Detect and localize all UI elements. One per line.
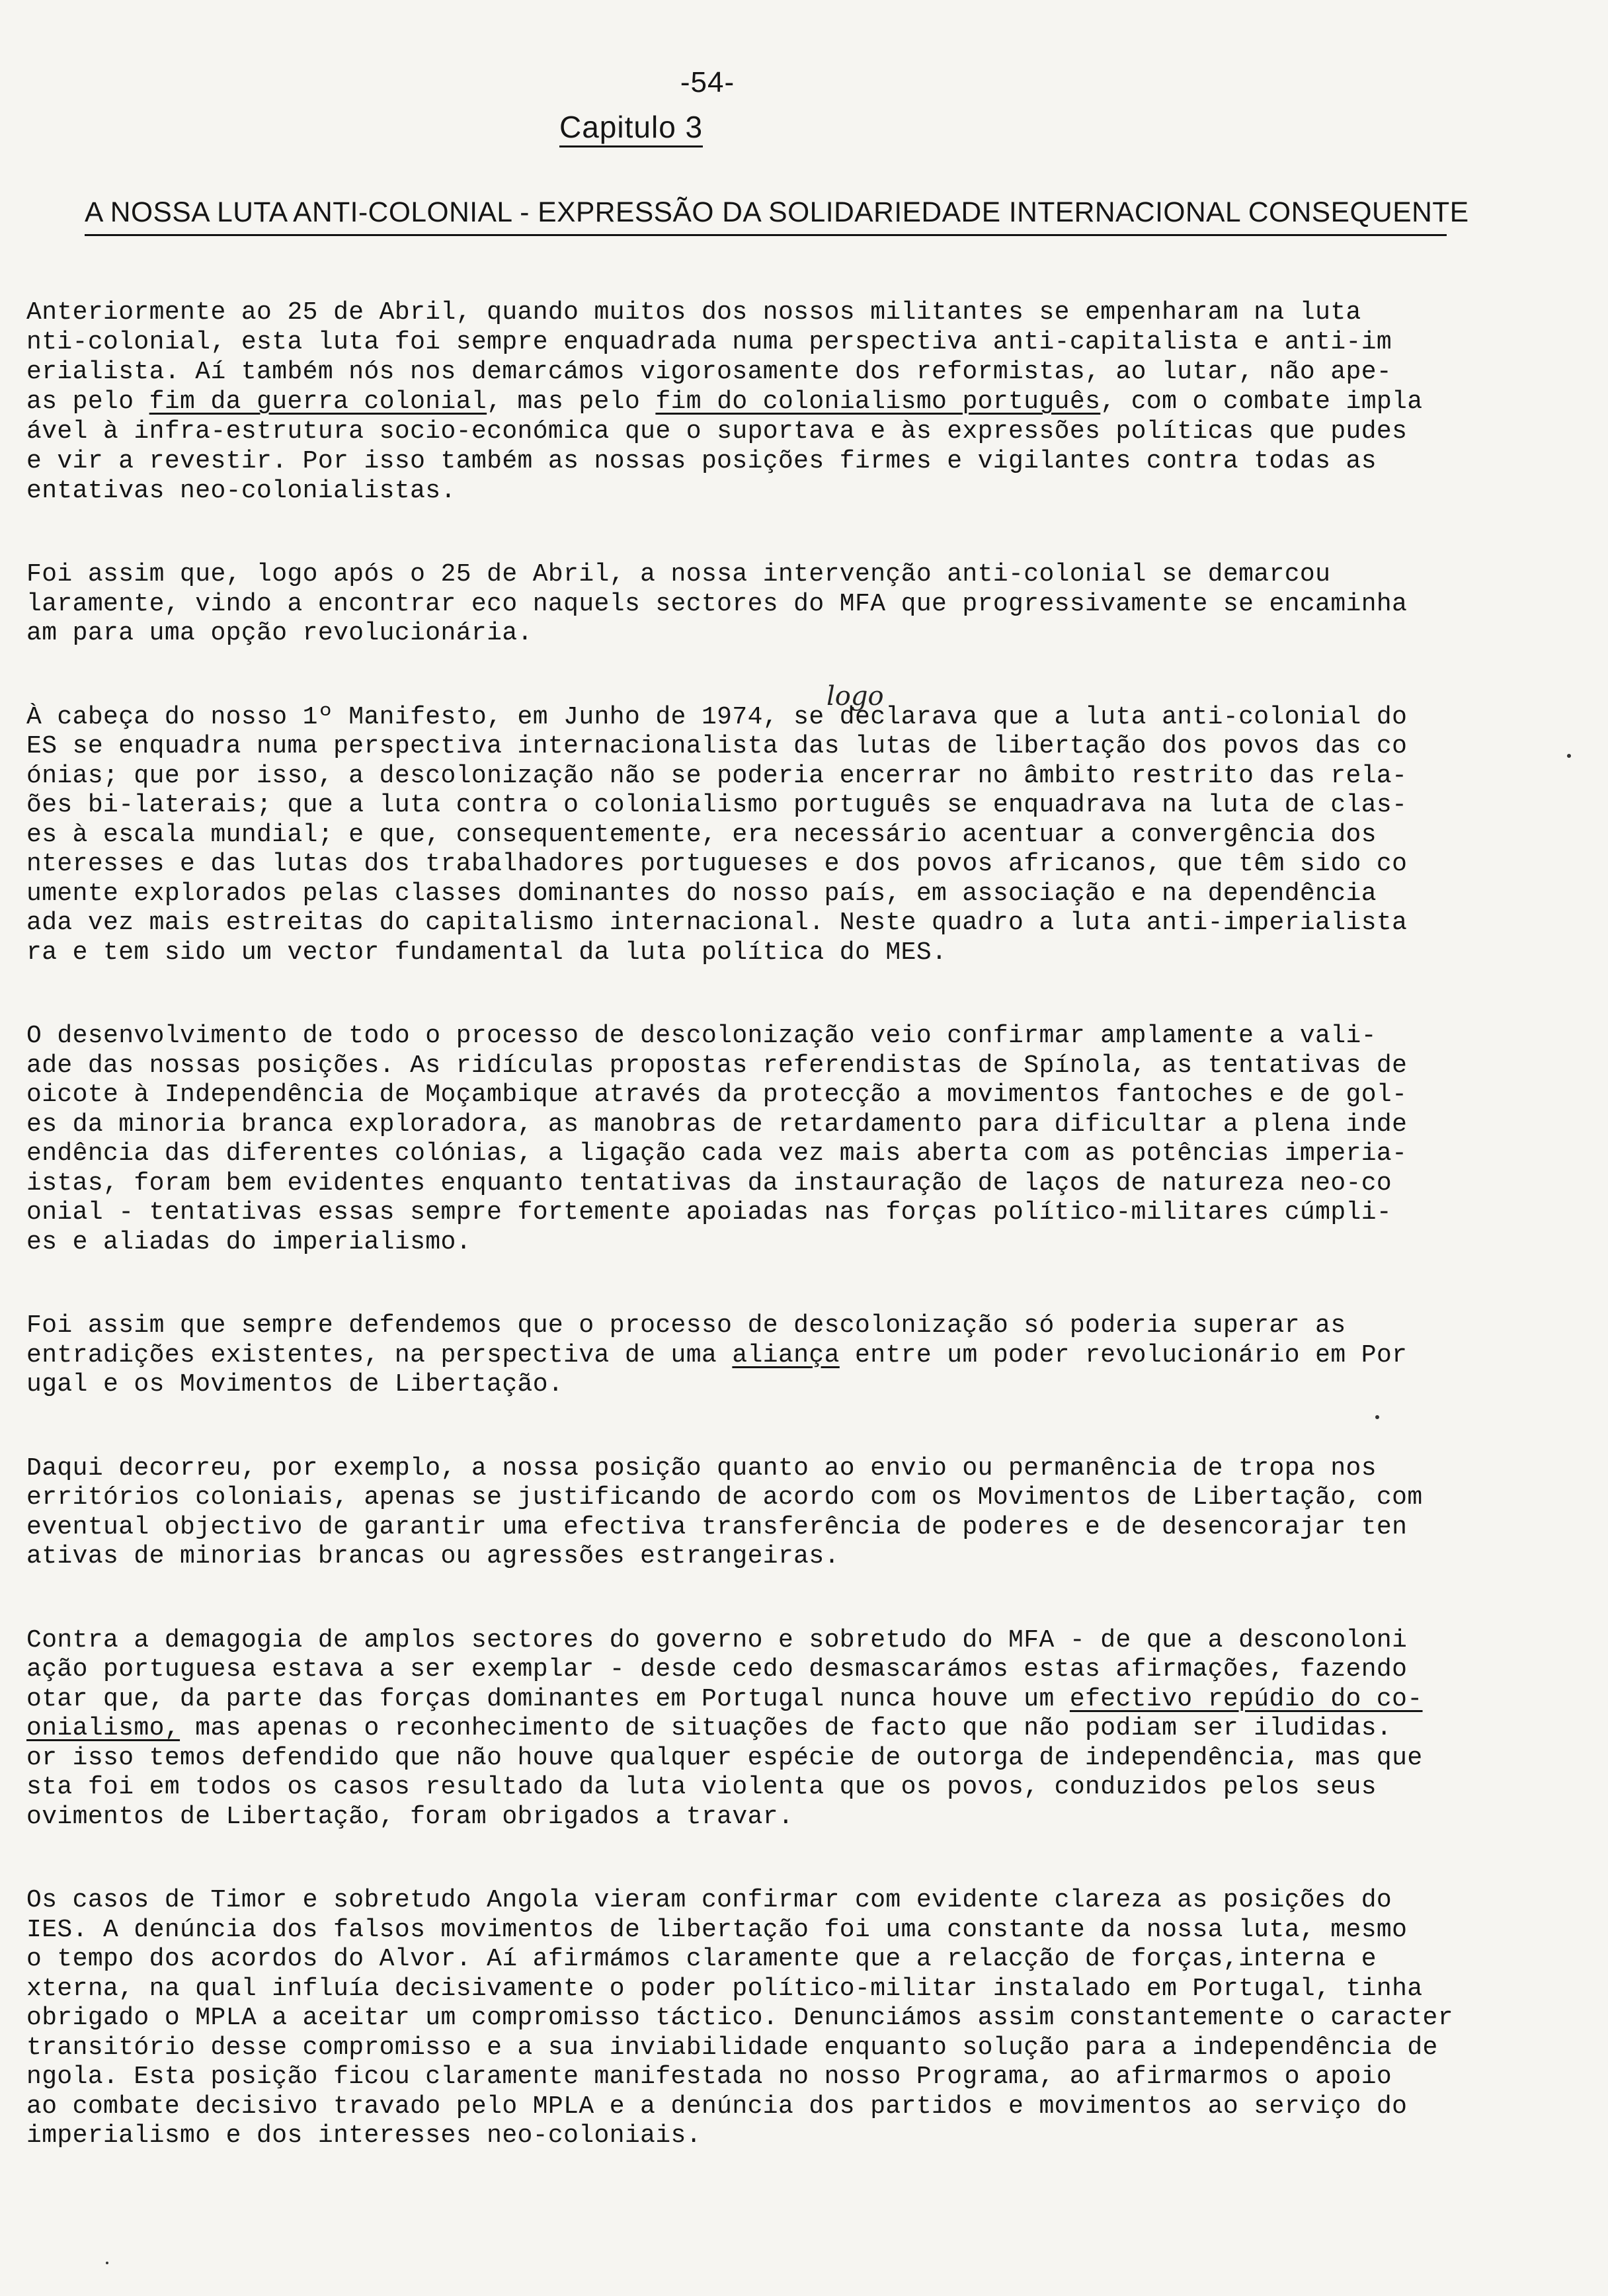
text-line-with-underline <box>26 1685 1547 1715</box>
chapter-heading: Capitulo 3 <box>559 110 703 147</box>
text-line: ada vez mais estreitas do capitalismo internacional. Neste quadro a luta anti-imperialista <box>26 909 1408 937</box>
text-line: sta foi em todos os casos resultado da luta violenta que os povos, conduzidos pelos seus <box>26 1773 1377 1801</box>
text-line: ovimentos de Libertação, foram obrigados a travar. <box>26 1802 794 1831</box>
text-line: Os casos de Timor e sobretudo Angola vieram confirmar com evidente clareza as posições do <box>26 1886 1392 1914</box>
text-line: Daqui decorreu, por exemplo, a nossa posição quanto ao envio ou permanência de tropa nos <box>26 1454 1377 1483</box>
text-line: ativas de minorias brancas ou agressões estrangeiras. <box>26 1542 840 1571</box>
text-line: es e aliadas do imperialismo. <box>26 1227 471 1256</box>
text-line: endência das diferentes colónias, a ligação cada vez mais aberta com as potências imperia- <box>26 1139 1408 1168</box>
underlined-phrase: aliança <box>732 1340 840 1370</box>
paragraph-1 <box>26 298 1547 506</box>
text-line: ugal e os Movimentos de Libertação. <box>26 1370 564 1399</box>
text-fragment: mas apenas o reconhecimento de situações de facto que não podiam ser iludidas. <box>180 1714 1392 1742</box>
text-line: ões bi-laterais; que a luta contra o colonialismo português se enquadrava na luta de clas- <box>26 791 1408 819</box>
text-line: entativas neo-colonialistas. <box>26 477 456 505</box>
text-line: ao combate decisivo travado pelo MPLA e a denúncia dos partidos e movimentos ao serviço do <box>26 2092 1408 2121</box>
text-line: ável à infra-estrutura socio-económica que o suportava e às expressões políticas que pudes <box>26 417 1408 446</box>
document-body <box>26 298 1547 2205</box>
scan-speck <box>1567 754 1571 758</box>
text-line: IES. A denúncia dos falsos movimentos de libertação foi uma constante da nossa luta, mesmo <box>26 1915 1408 1944</box>
text-line: ES se enquadra numa perspectiva internacionalista das lutas de libertação dos povos das co <box>26 732 1408 760</box>
text-line: laramente, vindo a encontrar eco naquels sectores do MFA que progressivamente se encaminha <box>26 589 1408 618</box>
text-line: xterna, na qual influía decisivamente o poder político-militar instalado em Portugal, tinha <box>26 1974 1423 2003</box>
text-line: or isso temos defendido que não houve qualquer espécie de outorga de independência, mas que <box>26 1743 1423 1772</box>
scan-speck <box>106 2262 108 2264</box>
text-fragment: otar que, da parte das forças dominantes em Portugal nunca houve um <box>26 1684 1070 1713</box>
text-line: imperialismo e dos interesses neo-coloniais. <box>26 2121 702 2150</box>
paragraph-6 <box>26 1454 1547 1572</box>
text-line: istas, foram bem evidentes enquanto tentativas da instauração de laços de natureza neo-co <box>26 1168 1392 1198</box>
text-line: eventual objectivo de garantir uma efectiva transferência de poderes e de desencorajar ten <box>26 1512 1408 1541</box>
text-line: ngola. Esta posição ficou claramente manifestada no nosso Programa, ao afirmarmos o apoio <box>26 2063 1392 2091</box>
text-line-with-underline <box>26 1341 1547 1371</box>
underlined-phrase: efectivo repúdio do co- <box>1069 1684 1423 1713</box>
chapter-title: A NOSSA LUTA ANTI-COLONIAL - EXPRESSÃO DA SOLIDARIEDADE INTERNACIONAL CONSEQUENTE <box>85 196 1447 236</box>
handwritten-note: logo <box>826 681 884 712</box>
paragraph-8 <box>26 1886 1547 2151</box>
paragraph-3 <box>26 703 1547 968</box>
text-fragment: as pelo <box>26 388 149 416</box>
text-line: transitório desse compromisso e a sua inviabilidade enquanto solução para a independência de <box>26 2033 1438 2062</box>
text-fragment: , com o combate impla <box>1100 388 1423 416</box>
text-line-with-underline <box>26 1714 1547 1744</box>
text-line: oicote à Independência de Moçambique através da protecção a movimentos fantoches e de gol- <box>26 1081 1408 1109</box>
text-fragment: , mas pelo <box>487 388 656 416</box>
text-line: o tempo dos acordos do Alvor. Aí afirmámos claramente que a relacção de forças,interna e <box>26 1945 1377 1973</box>
paragraph-7 <box>26 1626 1547 1832</box>
text-fragment: entre um poder revolucionário em Por <box>839 1340 1408 1370</box>
text-line: es à escala mundial; e que, consequentemente, era necessário acentuar a convergência dos <box>26 820 1377 849</box>
paragraph-2 <box>26 560 1547 649</box>
text-line: am para uma opção revolucionária. <box>26 619 533 647</box>
text-line: es da minoria branca exploradora, as manobras de retardamento para dificultar a plena inde <box>26 1110 1408 1139</box>
text-line: À cabeça do nosso 1º Manifesto, em Junho de 1974, se declarava que a luta anti-colonial do <box>26 702 1408 731</box>
text-line: O desenvolvimento de todo o processo de descolonização veio confirmar amplamente a vali- <box>26 1022 1377 1050</box>
scan-speck <box>1375 1415 1379 1419</box>
text-line: e vir a revestir. Por isso também as nossas posições firmes e vigilantes contra todas as <box>26 447 1377 475</box>
text-line: Foi assim que, logo após o 25 de Abril, a nossa intervenção anti-colonial se demarcou <box>26 560 1331 589</box>
paragraph-4 <box>26 1022 1547 1257</box>
text-line-with-underlines <box>26 387 1547 417</box>
text-line: nteresses e das lutas dos trabalhadores portugueses e dos povos africanos, que têm sido co <box>26 850 1408 878</box>
paragraph-5 <box>26 1311 1547 1400</box>
text-line: Anteriormente ao 25 de Abril, quando muitos dos nossos militantes se empenharam na luta <box>26 298 1361 327</box>
underlined-phrase: fim do colonialismo português <box>655 388 1101 416</box>
text-line: onial - tentativas essas sempre fortemente apoiadas nas forças político-militares cúmpli- <box>26 1198 1392 1227</box>
text-line: ra e tem sido um vector fundamental da luta política do MES. <box>26 938 947 967</box>
text-line: erialista. Aí também nós nos demarcámos vigorosamente dos reformistas, ao lutar, não ape- <box>26 358 1392 386</box>
text-line: ação portuguesa estava a ser exemplar - desde cedo desmascarámos estas afirmações, fazendo <box>26 1655 1408 1684</box>
underlined-phrase: fim da guerra colonial <box>149 388 487 416</box>
text-line: umente explorados pelas classes dominantes do nosso país, em associação e na dependência <box>26 879 1377 908</box>
text-line: ónias; que por isso, a descolonização não se poderia encerrar no âmbito restrito das rela- <box>26 761 1408 790</box>
text-line: erritórios coloniais, apenas se justificando de acordo com os Movimentos de Libertação, com <box>26 1483 1423 1512</box>
page-number: -54- <box>680 66 735 99</box>
text-line: obrigado o MPLA a aceitar um compromisso táctico. Denunciámos assim constantemente o caracter <box>26 2004 1453 2032</box>
text-line: Foi assim que sempre defendemos que o processo de descolonização só poderia superar as <box>26 1311 1346 1340</box>
text-line: ade das nossas posições. As ridículas propostas referendistas de Spínola, as tentativas de <box>26 1051 1408 1080</box>
text-line: Contra a demagogia de amplos sectores do governo e sobretudo do MFA - de que a desconoloni <box>26 1625 1408 1655</box>
underlined-phrase: onialismo, <box>26 1714 181 1742</box>
text-line: nti-colonial, esta luta foi sempre enquadrada numa perspectiva anti-capitalista e anti-im <box>26 328 1392 356</box>
text-fragment: entradições existentes, na perspectiva de uma <box>26 1340 733 1370</box>
